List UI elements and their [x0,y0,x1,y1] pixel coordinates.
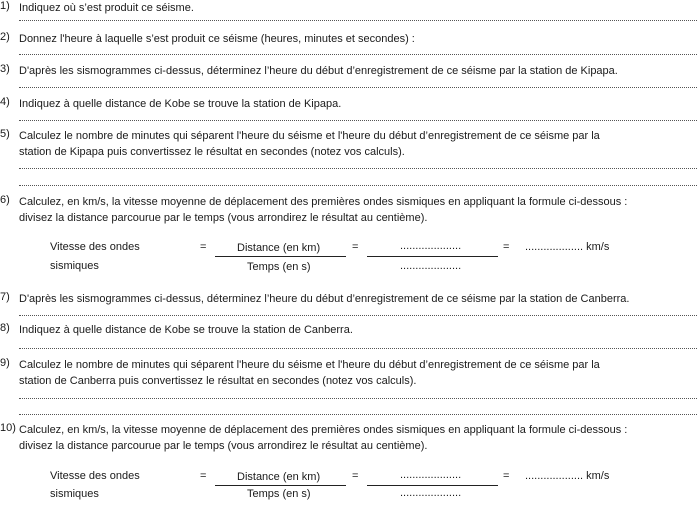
question-text: D'après les sismogrammes ci-dessus, déterminez l’heure du début d’enregistrement de ce séisme par la station de Kipapa. [19,65,618,77]
question-text: Donnez l'heure à laquelle s’est produit ce séisme (heures, minutes et secondes) : [19,33,415,45]
result-blank[interactable]: ................... km/s [525,241,610,253]
question-text: Indiquez à quelle distance de Kobe se trouve la station de Canberra. [19,324,353,336]
equals-sign: = [503,241,510,253]
equals-sign: = [200,241,207,253]
question-number: 4) [0,96,10,108]
denominator-blank[interactable]: .................... [400,487,462,499]
answer-line[interactable] [19,348,697,349]
result-blank[interactable]: ................... km/s [525,470,610,482]
formula-label-line-2: sismiques [50,488,99,500]
numerator-blank[interactable]: .................... [400,240,462,252]
question-text-line-1: Calculez le nombre de minutes qui séparent l'heure du séisme et l'heure du début d’enregistrement de ce séisme par la [19,359,600,371]
answer-line[interactable] [19,315,697,316]
answer-line[interactable] [19,20,697,21]
equals-sign: = [352,470,359,482]
question-number: 9) [0,357,10,369]
equals-sign: = [352,241,359,253]
question-number: 6) [0,194,10,206]
question-text: D'après les sismogrammes ci-dessus, déterminez l’heure du début d’enregistrement de ce séisme par la station de Canberra. [19,293,630,305]
question-text-line-2: divisez la distance parcourue par le temps (vous arrondirez le résultat au centième). [19,212,428,224]
answer-line[interactable] [19,54,697,55]
fraction-bar [215,485,346,486]
fraction-bar [367,256,498,257]
question-number: 7) [0,291,10,303]
question-number: 2) [0,31,10,43]
formula-numerator: Distance (en km) [237,471,321,483]
answer-line[interactable] [19,414,697,415]
velocity-formula [0,470,698,510]
formula-label-line-2: sismiques [50,260,99,272]
question-number: 8) [0,322,10,334]
formula-label: Vitesse des ondes [50,241,140,253]
answer-line[interactable] [19,185,697,186]
question-text-line-1: Calculez le nombre de minutes qui séparent l'heure du séisme et l'heure du début d’enregistrement de ce séisme par la [19,130,600,142]
question-number: 3) [0,63,10,75]
equals-sign: = [503,470,510,482]
formula-label: Vitesse des ondes [50,470,140,482]
formula-denominator: Temps (en s) [247,488,311,500]
numerator-blank[interactable]: .................... [400,469,462,481]
question-text: Indiquez où s’est produit ce séisme. [19,2,194,14]
question-number: 10) [0,422,16,434]
formula-numerator: Distance (en km) [237,242,321,254]
question-text-line-2: station de Canberra puis convertissez le résultat en secondes (notez vos calculs). [19,375,417,387]
question-number: 1) [0,0,10,12]
denominator-blank[interactable]: .................... [400,260,462,272]
fraction-bar [215,256,346,257]
equals-sign: = [200,470,207,482]
fraction-bar [367,485,498,486]
question-text-line-2: divisez la distance parcourue par le temps (vous arrondirez le résultat au centième). [19,440,428,452]
velocity-formula [0,241,698,281]
formula-denominator: Temps (en s) [247,261,311,273]
answer-line[interactable] [19,120,697,121]
question-text-line-1: Calculez, en km/s, la vitesse moyenne de déplacement des premières ondes sismiques en appliquant la formule ci-dessous : [19,424,628,436]
answer-line[interactable] [19,87,697,88]
question-text-line-1: Calculez, en km/s, la vitesse moyenne de déplacement des premières ondes sismiques en appliquant la formule ci-dessous : [19,196,628,208]
question-text: Indiquez à quelle distance de Kobe se trouve la station de Kipapa. [19,98,342,110]
answer-line[interactable] [19,168,697,169]
question-text-line-2: station de Kipapa puis convertissez le résultat en secondes (notez vos calculs). [19,146,405,158]
answer-line[interactable] [19,398,697,399]
question-number: 5) [0,128,10,140]
